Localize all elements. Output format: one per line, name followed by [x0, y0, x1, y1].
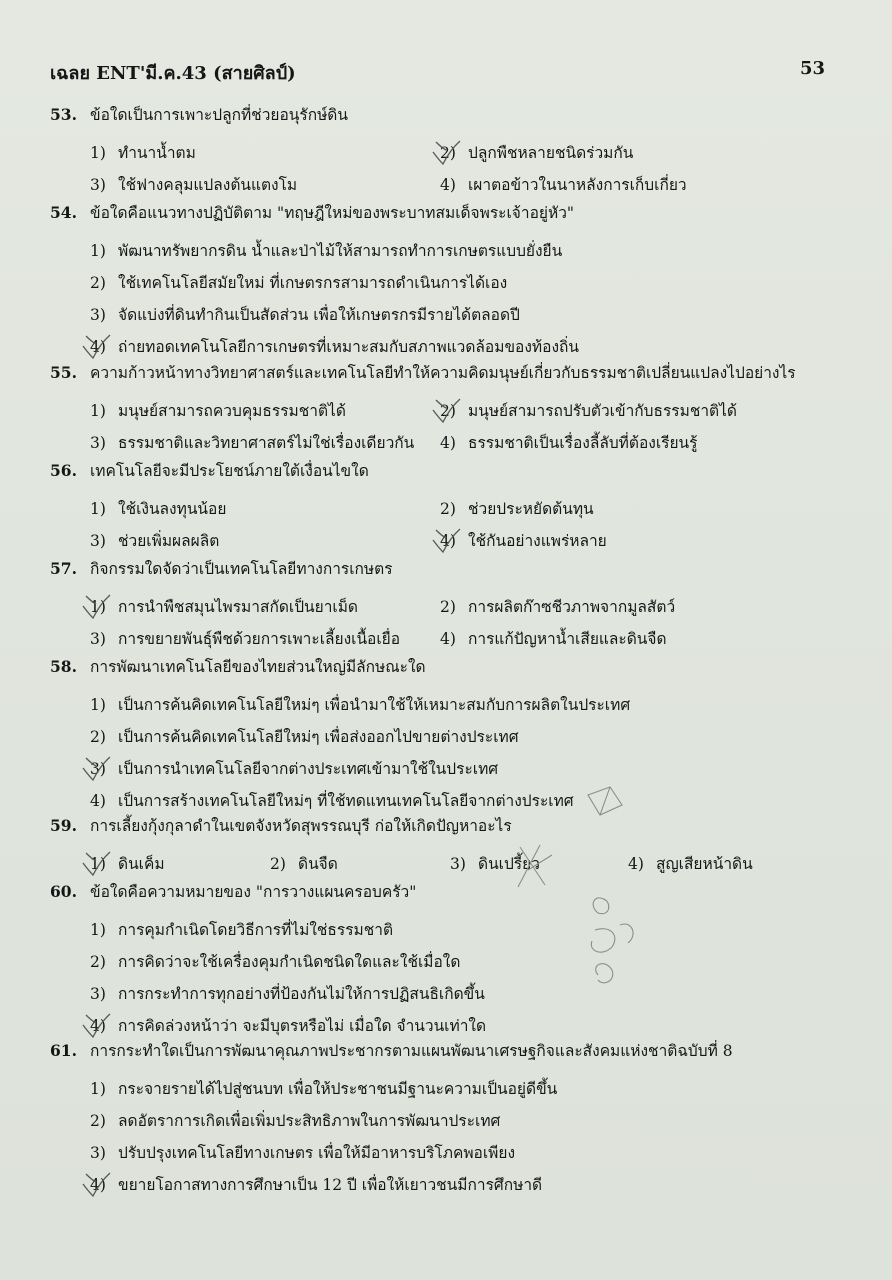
option-key-text: 3): [90, 306, 106, 324]
option-text: ดินเค็ม: [118, 855, 165, 873]
option-key-text: 1): [90, 921, 106, 939]
option-key: [90, 1144, 118, 1162]
answer-option-4: [440, 430, 697, 455]
option-key: [90, 306, 118, 324]
option-key: [440, 434, 468, 452]
option-key: [90, 242, 118, 260]
option-key-text: 4): [440, 630, 456, 648]
question-stem: [50, 360, 796, 385]
answer-option-4: [440, 626, 667, 651]
option-key: [90, 728, 118, 746]
answer-option-3: [90, 626, 400, 651]
answer-option-3: [90, 1140, 515, 1165]
option-key-text: 1): [90, 1080, 106, 1098]
answer-option-2: [270, 851, 338, 876]
question-stem: [50, 654, 426, 679]
option-text: ปลูกพืชหลายชนิดร่วมกัน: [468, 144, 634, 162]
option-key-text: 4): [90, 792, 106, 810]
question-text: เทคโนโลยีจะมีประโยชน์ภายใต้เงื่อนไขใด: [90, 462, 369, 480]
answer-option-2: [440, 398, 737, 423]
option-text: การคิดว่าจะใช้เครื่องคุมกำเนิดชนิดใดและใช้เมื่อใด: [118, 953, 461, 971]
option-key-text: 4): [628, 855, 644, 873]
answer-option-3: [90, 981, 485, 1006]
question-number: 56.: [50, 461, 77, 480]
option-text: ช่วยเพิ่มผลผลิต: [118, 532, 220, 550]
option-text: ลดอัตราการเกิดเพื่อเพิ่มประสิทธิภาพในการพัฒนาประเทศ: [118, 1112, 501, 1130]
question-number: 61.: [50, 1041, 77, 1060]
question-number: 53.: [50, 105, 77, 124]
option-key-text: 1): [90, 242, 106, 260]
option-key: [440, 630, 468, 648]
option-text: เป็นการสร้างเทคโนโลยีใหม่ๆ ที่ใช้ทดแทนเทคโนโลยีจากต่างประเทศ: [118, 792, 574, 810]
question-text: ข้อใดคือความหมายของ "การวางแผนครอบครัว": [90, 883, 417, 901]
answer-option-2: [90, 949, 460, 974]
question-stem: [50, 1038, 733, 1063]
question-text: ความก้าวหน้าทางวิทยาศาสตร์และเทคโนโลยีทำให้ความคิดมนุษย์เกี่ยวกับธรรมชาติเปลี่ยนแปลงไปอย่างไร: [90, 364, 796, 382]
answer-option-3: [90, 756, 498, 781]
option-key: [90, 985, 118, 1003]
option-key-text: 1): [90, 500, 106, 518]
option-key-text: 1): [90, 696, 106, 714]
question-number: 60.: [50, 882, 77, 901]
answer-option-3: [90, 528, 219, 553]
option-text: ใช้ฟางคลุมแปลงต้นแตงโม: [118, 176, 298, 194]
option-key-text: 2): [90, 953, 106, 971]
option-text: ปรับปรุงเทคโนโลยีทางเกษตร เพื่อให้มีอาหารบริโภคพอเพียง: [118, 1144, 516, 1162]
answer-option-1: [90, 238, 562, 263]
page-title: เฉลย ENT'มี.ค.43 (สายศิลป์): [50, 63, 296, 84]
option-text: สูญเสียหน้าดิน: [656, 855, 753, 873]
option-key-text: 2): [90, 274, 106, 292]
answer-option-2: [90, 724, 519, 749]
answer-option-4: [90, 334, 579, 359]
option-text: มนุษย์สามารถควบคุมธรรมชาติได้: [118, 402, 346, 420]
option-key: [90, 760, 118, 778]
option-text: การกระทำการทุกอย่างที่ป้องกันไม่ให้การปฏิสนธิเกิดขึ้น: [118, 985, 485, 1003]
option-key-text: 2): [440, 598, 456, 616]
option-text: ธรรมชาติและวิทยาศาสตร์ไม่ใช่เรื่องเดียวกัน: [118, 434, 415, 452]
question-text: การพัฒนาเทคโนโลยีของไทยส่วนใหญ่มีลักษณะใด: [90, 658, 426, 676]
option-key: [90, 1176, 118, 1194]
question-stem: [50, 813, 512, 838]
option-text: ใช้กันอย่างแพร่หลาย: [468, 532, 607, 550]
option-key: [90, 274, 118, 292]
page-header: [50, 58, 825, 86]
answer-option-1: [90, 851, 165, 876]
answer-option-1: [90, 1076, 557, 1101]
option-key: [440, 598, 468, 616]
question-text: ข้อใดคือแนวทางปฏิบัติตาม "ทฤษฎีใหม่ของพระบาทสมเด็จพระเจ้าอยู่หัว": [90, 204, 575, 222]
option-key: [440, 402, 468, 420]
option-text: ช่วยประหยัดต้นทุน: [468, 500, 594, 518]
option-key-text: 4): [440, 532, 456, 550]
option-key-text: 2): [440, 500, 456, 518]
question-stem: [50, 102, 348, 127]
answer-option-2: [90, 270, 507, 295]
option-text: ดินเปรี้ยว: [478, 855, 540, 873]
answer-option-1: [90, 496, 226, 521]
option-key: [90, 921, 118, 939]
option-key-text: 3): [90, 985, 106, 1003]
question-text: การเลี้ยงกุ้งกุลาดำในเขตจังหวัดสุพรรณบุรี ก่อให้เกิดปัญหาอะไร: [90, 817, 512, 835]
option-text: การแก้ปัญหาน้ำเสียและดินจืด: [468, 630, 667, 648]
option-text: เป็นการค้นคิดเทคโนโลยีใหม่ๆ เพื่อนำมาใช้ให้เหมาะสมกับการผลิตในประเทศ: [118, 696, 631, 714]
option-key-text: 3): [90, 176, 106, 194]
question-number: 54.: [50, 203, 77, 222]
option-text: ขยายโอกาสทางการศึกษาเป็น 12 ปี เพื่อให้เยาวชนมีการศึกษาดี: [118, 1176, 543, 1194]
answer-option-4: [90, 1172, 542, 1197]
option-key-text: 3): [90, 434, 106, 452]
option-key-text: 2): [440, 144, 456, 162]
option-key-text: 1): [90, 402, 106, 420]
option-key: [440, 144, 468, 162]
answer-option-4: [440, 172, 687, 197]
page-number: 53: [799, 58, 825, 79]
option-text: พัฒนาทรัพยากรดิน น้ำและป่าไม้ให้สามารถทำการเกษตรแบบยั่งยืน: [118, 242, 563, 260]
option-key: [90, 855, 118, 873]
question-number: 55.: [50, 363, 77, 382]
option-key: [90, 953, 118, 971]
option-key-text: 1): [90, 144, 106, 162]
option-key-text: 1): [90, 855, 106, 873]
question-number: 58.: [50, 657, 77, 676]
option-key: [90, 402, 118, 420]
option-key: [440, 176, 468, 194]
answer-option-3: [90, 430, 414, 455]
option-key-text: 4): [90, 1176, 106, 1194]
answer-option-1: [90, 398, 346, 423]
answer-option-1: [90, 917, 393, 942]
answer-option-2: [440, 496, 594, 521]
option-text: การขยายพันธุ์พืชด้วยการเพาะเลี้ยงเนื้อเยื่อ: [118, 630, 401, 648]
option-key: [90, 696, 118, 714]
option-key: [90, 598, 118, 616]
answer-option-3: [90, 302, 520, 327]
answer-option-4: [90, 1013, 486, 1038]
answer-option-2: [440, 140, 633, 165]
option-text: เผาตอข้าวในนาหลังการเก็บเกี่ยว: [468, 176, 687, 194]
answer-option-2: [440, 594, 675, 619]
option-text: ดินจืด: [298, 855, 338, 873]
option-text: ถ่ายทอดเทคโนโลยีการเกษตรที่เหมาะสมกับสภาพแวดล้อมของท้องถิ่น: [118, 338, 579, 356]
option-text: การนำพืชสมุนไพรมาสกัดเป็นยาเม็ด: [118, 598, 358, 616]
question-stem: [50, 458, 369, 483]
answer-option-4: [440, 528, 607, 553]
option-text: การคุมกำเนิดโดยวิธีการที่ไม่ใช่ธรรมชาติ: [118, 921, 394, 939]
option-text: ใช้เทคโนโลยีสมัยใหม่ ที่เกษตรกรสามารถดำเนินการได้เอง: [118, 274, 508, 292]
question-text: การกระทำใดเป็นการพัฒนาคุณภาพประชากรตามแผนพัฒนาเศรษฐกิจและสังคมแห่งชาติฉบับที่ 8: [90, 1042, 733, 1060]
option-key: [440, 532, 468, 550]
answer-option-3: [90, 172, 297, 197]
option-key-text: 2): [440, 402, 456, 420]
option-key: [90, 792, 118, 810]
option-key-text: 2): [270, 855, 286, 873]
question-stem: [50, 200, 574, 225]
answer-option-2: [90, 1108, 500, 1133]
option-key-text: 4): [90, 338, 106, 356]
option-text: การผลิตก๊าซชีวภาพจากมูลสัตว์: [468, 598, 676, 616]
question-text: กิจกรรมใดจัดว่าเป็นเทคโนโลยีทางการเกษตร: [90, 560, 393, 578]
option-key: [90, 1017, 118, 1035]
option-key: [90, 1080, 118, 1098]
option-text: มนุษย์สามารถปรับตัวเข้ากับธรรมชาติได้: [468, 402, 737, 420]
option-key: [90, 1112, 118, 1130]
option-key: [270, 855, 298, 873]
option-key-text: 1): [90, 598, 106, 616]
option-key: [450, 855, 478, 873]
option-text: การคิดล่วงหน้าว่า จะมีบุตรหรือไม่ เมื่อใด จำนวนเท่าใด: [118, 1017, 487, 1035]
answer-option-1: [90, 692, 630, 717]
answer-option-1: [90, 140, 196, 165]
option-key: [628, 855, 656, 873]
question-stem: [50, 879, 416, 904]
option-key-text: 3): [90, 630, 106, 648]
option-key-text: 3): [90, 532, 106, 550]
question-text: ข้อใดเป็นการเพาะปลูกที่ช่วยอนุรักษ์ดิน: [90, 106, 348, 124]
option-text: ใช้เงินลงทุนน้อย: [118, 500, 227, 518]
question-number: 59.: [50, 816, 77, 835]
option-text: ทำนาน้ำตม: [118, 144, 196, 162]
answer-option-1: [90, 594, 358, 619]
option-text: ธรรมชาติเป็นเรื่องลี้ลับที่ต้องเรียนรู้: [468, 434, 698, 452]
option-key: [90, 144, 118, 162]
option-key: [90, 532, 118, 550]
option-key-text: 2): [90, 1112, 106, 1130]
option-key-text: 4): [440, 434, 456, 452]
option-key-text: 4): [440, 176, 456, 194]
option-key: [90, 338, 118, 356]
answer-option-3: [450, 851, 540, 876]
answer-option-4: [90, 788, 574, 813]
option-text: เป็นการค้นคิดเทคโนโลยีใหม่ๆ เพื่อส่งออกไปขายต่างประเทศ: [118, 728, 519, 746]
answer-option-4: [628, 851, 753, 876]
option-text: กระจายรายได้ไปสู่ชนบท เพื่อให้ประชาชนมีฐานะความเป็นอยู่ดีขึ้น: [118, 1080, 558, 1098]
option-key: [440, 500, 468, 518]
option-key: [90, 176, 118, 194]
option-key-text: 3): [450, 855, 466, 873]
question-number: 57.: [50, 559, 77, 578]
option-key-text: 2): [90, 728, 106, 746]
option-key: [90, 630, 118, 648]
option-key: [90, 434, 118, 452]
option-key-text: 3): [90, 760, 106, 778]
option-key-text: 4): [90, 1017, 106, 1035]
option-text: เป็นการนำเทคโนโลยีจากต่างประเทศเข้ามาใช้ในประเทศ: [118, 760, 499, 778]
option-text: จัดแบ่งที่ดินทำกินเป็นสัดส่วน เพื่อให้เกษตรกรมีรายได้ตลอดปี: [118, 306, 520, 324]
option-key: [90, 500, 118, 518]
option-key-text: 3): [90, 1144, 106, 1162]
question-stem: [50, 556, 393, 581]
